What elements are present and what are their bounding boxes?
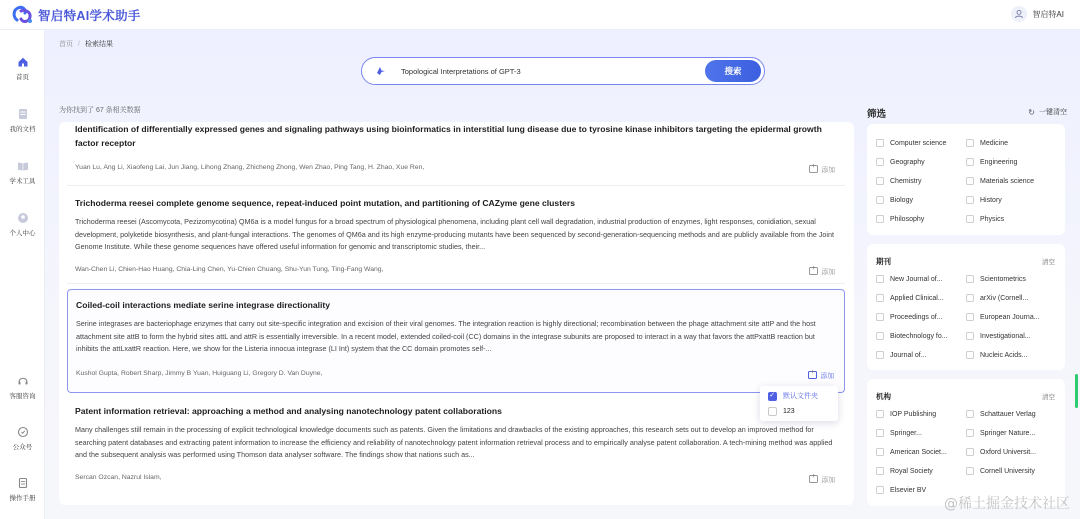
- sidebar-item-label: 个人中心: [9, 230, 36, 237]
- sidebar-item-label: 操作手册: [9, 495, 36, 502]
- filter-option[interactable]: [876, 313, 943, 321]
- checkbox-icon: [876, 332, 884, 340]
- filter-option-label: Biotechnology fo...: [890, 332, 948, 340]
- top-bar: [0, 0, 1080, 30]
- filter-option[interactable]: [876, 351, 927, 359]
- avatar: [1011, 6, 1027, 22]
- filter-option[interactable]: [966, 429, 1035, 437]
- sidebar-item-label: 客服咨询: [9, 393, 36, 400]
- filter-option-label: Proceedings of...: [890, 313, 943, 321]
- app-title: 智启特AI学术助手: [38, 8, 141, 23]
- result-title[interactable]: Trichoderma reesei complete genome sequence, repeat-induced point mutation, and partitioning of CAZyme gene clusters: [75, 198, 575, 208]
- checkbox-icon: [966, 332, 974, 340]
- add-label: 添加: [820, 373, 834, 380]
- breadcrumb-home[interactable]: 首页: [59, 41, 73, 48]
- search-input[interactable]: Topological Interpretations of GPT-3: [401, 66, 521, 76]
- refresh-icon: ↻: [1028, 107, 1035, 117]
- filter-option-label: Biology: [890, 196, 913, 204]
- filter-option[interactable]: [876, 410, 936, 418]
- result-title[interactable]: Patent information retrieval: approaching a method and analysing nanotechnology patent collaborations: [75, 406, 502, 416]
- user-icon: [1014, 9, 1024, 19]
- filter-option-label: Engineering: [980, 158, 1018, 166]
- checkbox-icon: [966, 196, 974, 204]
- logo-icon: [12, 5, 34, 25]
- filter-option[interactable]: [966, 158, 1017, 166]
- filter-option[interactable]: [966, 196, 1002, 204]
- checkbox-icon: [876, 158, 884, 166]
- official-account-icon: [17, 426, 29, 438]
- checkbox-icon: [876, 275, 884, 283]
- filter-option[interactable]: [966, 177, 1034, 185]
- panel-title: 期刊: [876, 257, 891, 266]
- sidebar-item-official-account[interactable]: [0, 426, 45, 451]
- checkbox-icon: [966, 410, 974, 418]
- filter-option[interactable]: [876, 158, 925, 166]
- sidebar-item-home[interactable]: [0, 56, 45, 81]
- filter-option-label: American Societ...: [890, 448, 947, 456]
- add-folder-icon: [808, 371, 817, 379]
- clear-all-button[interactable]: [1028, 107, 1067, 117]
- filter-title: 筛选: [867, 109, 887, 120]
- filter-option-label: History: [980, 196, 1002, 204]
- sidebar-item-label: 首页: [16, 74, 29, 81]
- breadcrumb: [59, 39, 113, 49]
- checkbox-icon: [966, 158, 974, 166]
- clear-all-label: 一键清空: [1039, 109, 1067, 116]
- document-icon: [17, 108, 29, 120]
- sidebar-item-tools[interactable]: [0, 160, 45, 185]
- add-button[interactable]: [808, 370, 834, 380]
- checkbox-icon: [966, 139, 974, 147]
- filter-option[interactable]: [966, 139, 1008, 147]
- divider: [67, 185, 845, 186]
- folder-option-123[interactable]: [768, 407, 795, 416]
- checkbox-icon: [768, 407, 777, 416]
- search-mode-icon: [374, 64, 388, 78]
- add-label: 添加: [821, 269, 835, 276]
- checkbox-icon: [966, 351, 974, 359]
- result-authors: Yuan Lu, Ang Li, Xiaofeng Lai, Jun Jiang, Lihong Zhang, Zhicheng Zhong, Wen Zhao, Ping Tang, H. Zhao, Xue Ren,: [75, 164, 425, 171]
- result-authors: Wan-Chen Li, Chien-Hao Huang, Chia-Ling Chen, Yu-Chien Chuang, Shu-Yun Tung, Ting-Fang Wang,: [75, 266, 384, 273]
- filter-option[interactable]: [876, 196, 913, 204]
- filter-option[interactable]: [876, 467, 933, 475]
- result-abstract: Many challenges still remain in the processing of explicit technological knowledge documents such as patents. Given the limitations and drawbacks of the existing approaches, this research sets out to develop an improved method for searching patent databases and extracting patent information to increase the efficiency and reliability of nanotechnology patent information retrieval process and to empirically analyse patent collaboration. A tech-mining method was applied and the subsequent analysis was performed using Thomson data analyser software. The findings show that nations such as...: [75, 425, 833, 459]
- checkbox-icon: [966, 448, 974, 456]
- result-card[interactable]: [67, 404, 845, 496]
- filter-option[interactable]: [876, 215, 924, 223]
- result-title[interactable]: Identification of differentially expressed genes and signaling pathways using bioinformatics in interstitial lung disease due to tyrosine kinase inhibitors targeting the epidermal growth factor receptor: [75, 124, 822, 148]
- result-title[interactable]: Coiled-coil interactions mediate serine integrase directionality: [76, 300, 331, 310]
- filter-option[interactable]: [966, 448, 1036, 456]
- filter-option[interactable]: [966, 275, 1026, 283]
- add-label: 添加: [821, 167, 835, 174]
- filter-option-label: New Journal of...: [890, 275, 943, 283]
- checkbox-icon: [876, 410, 884, 418]
- add-button[interactable]: [809, 474, 835, 484]
- result-card[interactable]: [67, 122, 845, 182]
- filter-option[interactable]: [876, 429, 922, 437]
- filter-option[interactable]: [876, 294, 944, 302]
- filter-option-label: Cornell University: [980, 467, 1035, 475]
- filter-option[interactable]: [966, 410, 1036, 418]
- filter-option-label: Investigational...: [980, 332, 1031, 340]
- filter-option[interactable]: [966, 467, 1035, 475]
- book-icon: [17, 160, 29, 172]
- result-authors: Kushol Gupta, Robert Sharp, Jimmy B Yuan, Huiguang Li, Gregory D. Van Duyne,: [76, 370, 323, 377]
- checkbox-icon: [876, 177, 884, 185]
- add-folder-icon: [809, 475, 818, 483]
- clear-button[interactable]: 清空: [1042, 259, 1055, 266]
- filter-option-label: Chemistry: [890, 177, 922, 185]
- results-list: [59, 122, 854, 505]
- breadcrumb-separator: /: [78, 41, 80, 48]
- add-folder-icon: [809, 267, 818, 275]
- checkbox-icon: [876, 467, 884, 475]
- sidebar-item-label: 我的文档: [9, 126, 36, 133]
- folder-dropdown: [760, 386, 838, 421]
- sidebar-item-label: 学术工具: [9, 178, 36, 185]
- checkbox-icon: [876, 351, 884, 359]
- filter-option-label: Royal Society: [890, 467, 933, 475]
- filter-option[interactable]: [876, 448, 947, 456]
- checkbox-icon: [966, 215, 974, 223]
- checkbox-icon: [966, 275, 974, 283]
- checkbox-icon: [876, 429, 884, 437]
- sidebar-item-manual[interactable]: [0, 477, 45, 502]
- search-bar[interactable]: [361, 57, 765, 85]
- sidebar-item-profile[interactable]: [0, 212, 45, 237]
- result-card[interactable]: [67, 196, 845, 288]
- sidebar-item-documents[interactable]: [0, 108, 45, 133]
- filter-option[interactable]: [876, 332, 948, 340]
- checkbox-checked-icon: [768, 392, 777, 401]
- folder-option-default[interactable]: [768, 391, 818, 401]
- filter-panel-journals: [867, 244, 1065, 370]
- result-count: 为你找到了 67 条相关数据: [59, 107, 141, 114]
- checkbox-icon: [966, 429, 974, 437]
- filter-option-label: Springer...: [890, 429, 922, 437]
- result-authors: Sercan Ozcan, Nazrul Islam,: [75, 474, 162, 481]
- checkbox-icon: [876, 196, 884, 204]
- filter-option-label: IOP Publishing: [890, 410, 937, 418]
- result-card-highlighted[interactable]: [67, 289, 845, 393]
- filter-option-label: Oxford Universit...: [980, 448, 1037, 456]
- checkbox-icon: [876, 486, 884, 494]
- folder-label: 默认文件夹: [783, 393, 818, 400]
- headset-icon: [17, 375, 29, 387]
- clear-button[interactable]: 清空: [1042, 394, 1055, 401]
- checkbox-icon: [966, 313, 974, 321]
- divider: [67, 283, 845, 284]
- filter-option-label: Medicine: [980, 139, 1009, 147]
- logo[interactable]: [12, 5, 141, 25]
- add-button[interactable]: [809, 266, 835, 276]
- filter-option[interactable]: [876, 486, 926, 494]
- checkbox-icon: [876, 294, 884, 302]
- filter-option-label: Physics: [980, 215, 1005, 223]
- filter-option[interactable]: [876, 177, 922, 185]
- folder-label: 123: [783, 408, 795, 415]
- checkbox-icon: [966, 177, 974, 185]
- filter-option-label: Philosophy: [890, 215, 925, 223]
- filter-option-label: Springer Nature...: [980, 429, 1036, 437]
- home-icon: [17, 56, 29, 68]
- filter-option-label: Scientometrics: [980, 275, 1026, 283]
- checkbox-icon: [876, 139, 884, 147]
- filter-option[interactable]: [966, 215, 1004, 223]
- filter-option-label: Computer science: [890, 139, 947, 147]
- result-abstract: Serine integrases are bacteriophage enzymes that carry out site-specific integration and excision of their viral genomes. The integration reaction is highly directional; recombination between the phage attachment site attP and the host attachment site attB to form the hybrid sites attL and attR is essentially irreversible. In a recent model, extended coiled-coil (CC) domains in the integrase subunits are proposed to interact in a way that favors the attPxattB reaction but inhibits the attLxattR reaction. Here, we show for the Listeria innocua integrase (LI Int) system that the CC domain promotes self-...: [76, 319, 816, 353]
- scrollbar-thumb[interactable]: [1075, 374, 1078, 408]
- sidebar-item-label: 公众号: [12, 444, 33, 451]
- search-button[interactable]: 搜索: [705, 60, 761, 82]
- user-center-icon: [17, 212, 29, 224]
- add-folder-icon: [809, 165, 818, 173]
- add-button[interactable]: [809, 164, 835, 174]
- filter-option[interactable]: [966, 313, 1040, 321]
- breadcrumb-current: 检索结果: [84, 41, 113, 48]
- watermark: @稀土掘金技术社区: [944, 496, 1070, 512]
- checkbox-icon: [876, 313, 884, 321]
- filter-option-label: Journal of...: [890, 351, 927, 359]
- result-abstract: Trichoderma reesei (Ascomycota, Pezizomycotina) QM6a is a model fungus for a broad spectrum of physiological phenomena, including plant cell wall degradation, industrial production of enzymes, light responses, conidiation, sexual development, polyketide biosynthesis, and plant-fungal interactions. The genomes of QM6a and its high enzyme-producing mutants have been sequenced by second-generation-sequencing methods and are publicly available from the Joint Genome Institute. While these genome sequences have offered useful information for genomic and transcriptomic studies, their...: [75, 217, 835, 251]
- checkbox-icon: [876, 448, 884, 456]
- manual-icon: [17, 477, 29, 489]
- filter-option[interactable]: [876, 275, 943, 283]
- filter-option[interactable]: [876, 139, 946, 147]
- sidebar-item-support[interactable]: [0, 375, 45, 400]
- filter-option-label: Nucleic Acids...: [980, 351, 1028, 359]
- filter-panel-subjects: [867, 124, 1065, 235]
- filter-option[interactable]: [966, 351, 1027, 359]
- checkbox-icon: [966, 467, 974, 475]
- left-sidebar: [0, 30, 45, 519]
- user-menu[interactable]: [1011, 6, 1064, 22]
- filter-panel-institutions: [867, 379, 1065, 506]
- filter-option-label: Schattauer Verlag: [980, 410, 1036, 418]
- checkbox-icon: [966, 294, 974, 302]
- filter-option-label: Geography: [890, 158, 925, 166]
- filter-option-label: Elsevier BV: [890, 486, 927, 494]
- filter-option-label: arXiv (Cornell...: [980, 294, 1029, 302]
- checkbox-icon: [876, 215, 884, 223]
- filter-option-label: European Journa...: [980, 313, 1040, 321]
- filter-option[interactable]: [966, 294, 1028, 302]
- add-label: 添加: [821, 477, 835, 484]
- filter-option-label: Applied Clinical...: [890, 294, 944, 302]
- user-name: 智启特AI: [1032, 9, 1064, 19]
- filter-option[interactable]: [966, 332, 1031, 340]
- filter-option-label: Materials science: [980, 177, 1035, 185]
- panel-title: 机构: [876, 392, 891, 401]
